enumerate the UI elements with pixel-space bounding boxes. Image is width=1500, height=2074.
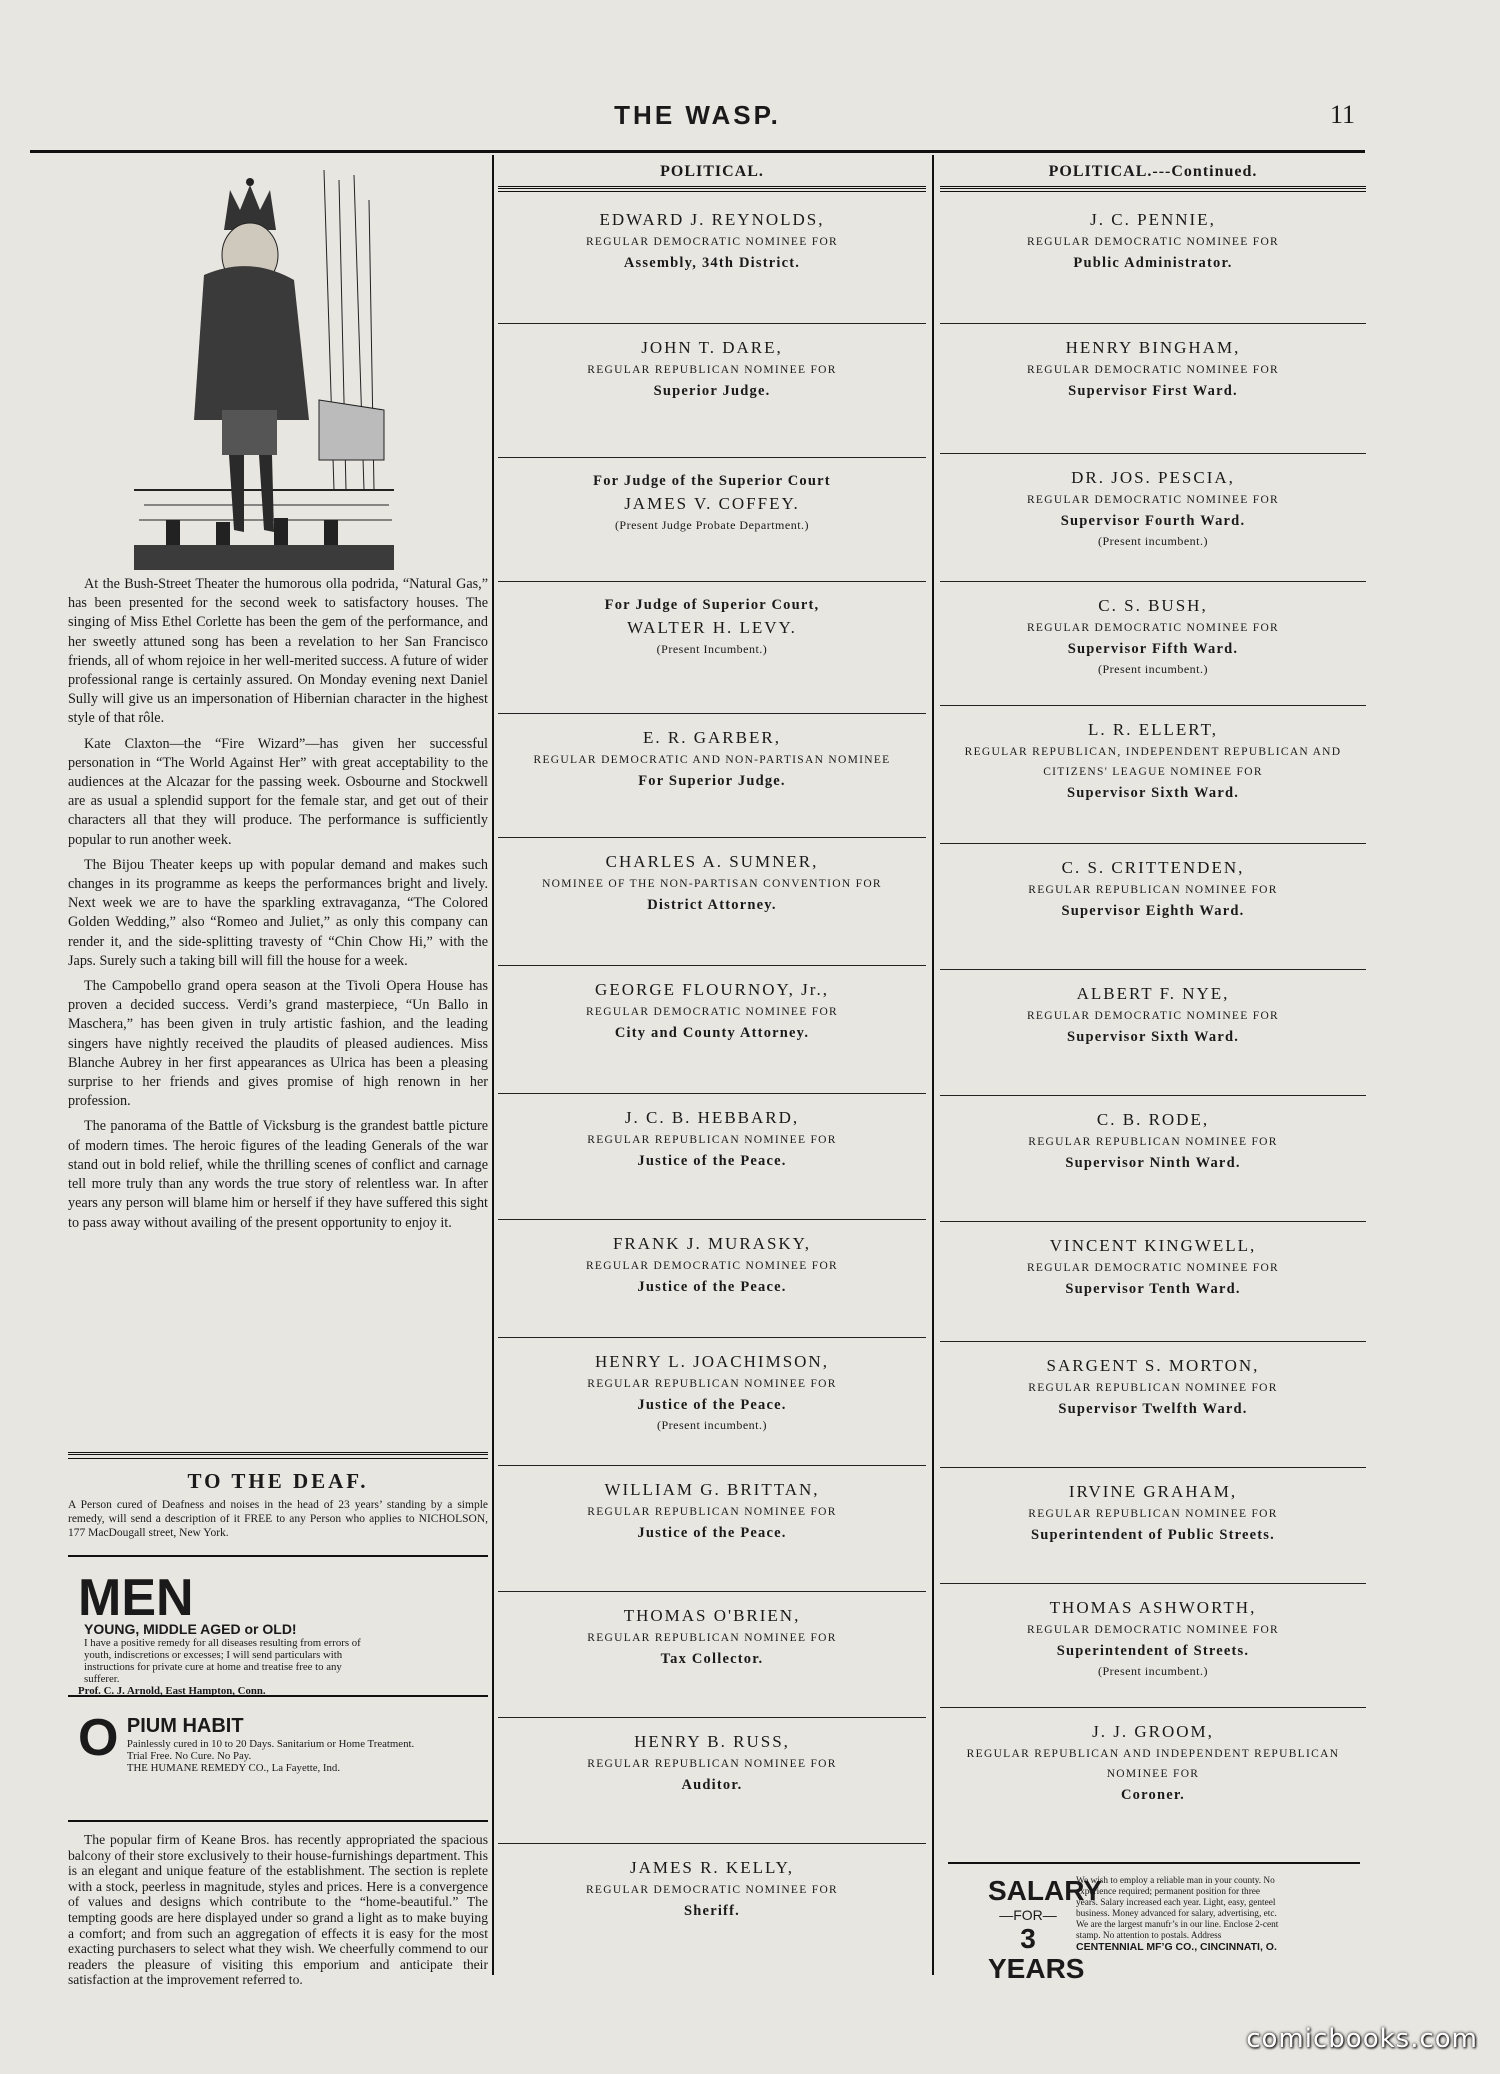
candidate-name: EDWARD J. REYNOLDS, bbox=[599, 210, 825, 229]
deaf-text: A Person cured of Deafness and noises in the head of 23 years’ standing by a simple remedy, will send a description of it FREE to any Person who applies to NICHOLSON, 177 MacDougall street, New York. bbox=[68, 1499, 488, 1539]
nominee-line: REGULAR REPUBLICAN NOMINEE FOR bbox=[1028, 1508, 1278, 1520]
candidate-name: L. R. ELLERT, bbox=[1088, 720, 1218, 739]
column-rule-2 bbox=[932, 155, 934, 1975]
men-big-word: MEN bbox=[78, 1569, 194, 1627]
candidate-entry bbox=[940, 1342, 1366, 1468]
candidate-name: IRVINE GRAHAM, bbox=[1068, 1482, 1238, 1501]
nominee-line: REGULAR REPUBLICAN NOMINEE FOR bbox=[587, 1632, 837, 1644]
candidate-name: GEORGE FLOURNOY, Jr., bbox=[595, 980, 829, 999]
incumbent-note: (Present incumbent.) bbox=[657, 1418, 767, 1432]
candidate-entry bbox=[498, 324, 926, 458]
office: Justice of the Peace. bbox=[637, 1525, 787, 1541]
men-advertisement bbox=[68, 1555, 488, 1697]
candidate-name: JOHN T. DARE, bbox=[641, 338, 783, 357]
candidate-name: FRANK J. MURASKY, bbox=[612, 1234, 812, 1253]
divider bbox=[68, 1452, 488, 1459]
candidate-name: DR. JOS. PESCIA, bbox=[1071, 468, 1235, 487]
candidate-entry bbox=[940, 582, 1366, 706]
candidate-entry bbox=[940, 1096, 1366, 1222]
candidate-name: JAMES R. KELLY, bbox=[630, 1858, 794, 1877]
nominee-line: REGULAR REPUBLICAN NOMINEE FOR bbox=[587, 1758, 837, 1770]
theater-notes bbox=[68, 575, 488, 1239]
nominee-line: REGULAR REPUBLICAN NOMINEE FOR bbox=[587, 1134, 837, 1146]
candidate-entry bbox=[498, 1844, 926, 1954]
office: Auditor. bbox=[681, 1777, 743, 1793]
candidate-entry bbox=[498, 1466, 926, 1592]
political-column-2 bbox=[940, 158, 1366, 1828]
candidate-name: J. J. GROOM, bbox=[1092, 1722, 1214, 1741]
candidate-entry bbox=[498, 1338, 926, 1466]
candidate-name: C. S. BUSH, bbox=[1098, 596, 1208, 615]
office: Supervisor First Ward. bbox=[1068, 383, 1238, 399]
candidate-entry bbox=[498, 966, 926, 1094]
incumbent-note: (Present incumbent.) bbox=[1098, 662, 1208, 676]
nominee-line: REGULAR REPUBLICAN NOMINEE FOR bbox=[587, 364, 837, 376]
men-text: I have a positive remedy for all diseases resulting from errors of youth, indiscretions or excesses; I will send particulars with instructions for private cure at home and treatise free to any sufferer. bbox=[84, 1637, 361, 1685]
candidate-entry bbox=[498, 582, 926, 714]
office: Supervisor Sixth Ward. bbox=[1066, 785, 1240, 801]
office: Tax Collector. bbox=[660, 1651, 764, 1667]
candidate-entry bbox=[498, 714, 926, 838]
office: Supervisor Fourth Ward. bbox=[1060, 513, 1246, 529]
candidate-entry bbox=[498, 196, 926, 324]
nominee-line: REGULAR REPUBLICAN NOMINEE FOR bbox=[1028, 884, 1278, 896]
office: Superintendent of Streets. bbox=[1056, 1643, 1250, 1659]
nominee-line: REGULAR REPUBLICAN AND INDEPENDENT REPUBLICAN NOMINEE FOR bbox=[966, 1748, 1340, 1780]
candidate-name: HENRY L. JOACHIMSON, bbox=[595, 1352, 829, 1371]
nominee-line: REGULAR DEMOCRATIC NOMINEE FOR bbox=[1026, 1624, 1280, 1636]
salary-years: 3 YEARS bbox=[988, 1923, 1085, 1984]
salary-advertisement bbox=[948, 1862, 1360, 1984]
political-heading: POLITICAL. bbox=[660, 163, 764, 180]
candidate-entry bbox=[940, 324, 1366, 454]
salary-text: We wish to employ a reliable man in your county. No experience required; permanent position for three years. Salary increased each year. Light, easy, genteel business. Money advanced for salary, advertising, etc. We are the largest manufr’s in our line. Enclose 2-cent stamp. No attention to postals. Address bbox=[1076, 1876, 1279, 1941]
candidate-name: HENRY BINGHAM, bbox=[1065, 338, 1241, 357]
incumbent-note: (Present Judge Probate Department.) bbox=[614, 518, 810, 532]
office: Assembly, 34th District. bbox=[623, 255, 801, 271]
site-watermark: comicbooks.com bbox=[1246, 2024, 1478, 2054]
candidate-entry bbox=[498, 1718, 926, 1844]
opium-advertisement bbox=[68, 1695, 488, 1817]
office: Supervisor Tenth Ward. bbox=[1065, 1281, 1241, 1297]
opium-headline: PIUM HABIT bbox=[126, 1715, 244, 1737]
office: Justice of the Peace. bbox=[637, 1397, 787, 1413]
office: Supervisor Twelfth Ward. bbox=[1058, 1401, 1248, 1417]
office: Justice of the Peace. bbox=[637, 1279, 787, 1295]
nominee-line: REGULAR DEMOCRATIC NOMINEE FOR bbox=[1026, 622, 1280, 634]
candidate-entry bbox=[940, 454, 1366, 582]
jester-king-illustration bbox=[134, 160, 394, 570]
salary-for: —FOR— bbox=[999, 1907, 1057, 1923]
candidate-entry bbox=[498, 838, 926, 966]
paragraph-tivoli: The Campobello grand opera season at the Tivoli Opera House has proven a decided success. Verdi’s grand masterpiece, “Un Ballo in Maschera,” has been given in truly artistic fashion, and the leading singers have nightly received the plaudits of pleased audiences. Miss Blanche Aubrey in her first appearances as Ulrica has been a pleasing surprise to her friends and gives promise of high renown in her profession. bbox=[68, 978, 488, 1110]
candidate-name: C. B. RODE, bbox=[1096, 1110, 1210, 1129]
office: Sheriff. bbox=[684, 1903, 740, 1919]
candidate-name: WALTER H. LEVY. bbox=[627, 618, 797, 637]
keane-text: The popular firm of Keane Bros. has recently appropriated the spacious balcony of their store exclusively to their house-furnishings department. This is an elegant and unique feature of the establishment. The section is replete with a stock, peerless in magnitude, styles and prices. Here is a convergence of values and designs which contribute to the “home-beautiful.” The tempting goods are here displayed under so grand a light as to make buying a comfort; and from such an aggregation of effects it is easy for the most exacting purchasers to select what they wish. We cheerfully commend to our readers the pleasure of visiting this emporium and anticipate their satisfaction at the improvement referred to. bbox=[68, 1832, 488, 1988]
nominee-line: REGULAR DEMOCRATIC NOMINEE FOR bbox=[1026, 1010, 1280, 1022]
incumbent-note: (Present Incumbent.) bbox=[656, 642, 768, 656]
candidate-name: CHARLES A. SUMNER, bbox=[605, 852, 819, 871]
page-number: 11 bbox=[1329, 100, 1355, 129]
office: Coroner. bbox=[1121, 1787, 1185, 1803]
nominee-line: REGULAR DEMOCRATIC NOMINEE FOR bbox=[585, 1260, 839, 1272]
candidate-entry bbox=[940, 706, 1366, 844]
office: Supervisor Fifth Ward. bbox=[1067, 641, 1239, 657]
candidate-entry bbox=[940, 196, 1366, 324]
office: District Attorney. bbox=[647, 897, 777, 913]
incumbent-note: (Present incumbent.) bbox=[1098, 534, 1208, 548]
nominee-line: NOMINEE OF THE NON-PARTISAN CONVENTION FOR bbox=[542, 878, 882, 890]
candidate-entry bbox=[940, 1222, 1366, 1342]
opium-text: Painlessly cured in 10 to 20 Days. Sanitarium or Home Treatment. Trial Free. No Cure. No Pay. bbox=[126, 1738, 415, 1762]
column-rule-1 bbox=[492, 155, 494, 1975]
nominee-line: REGULAR REPUBLICAN, INDEPENDENT REPUBLICAN AND CITIZENS' LEAGUE NOMINEE FOR bbox=[964, 746, 1342, 778]
candidate-name: E. R. GARBER, bbox=[643, 728, 781, 747]
office: Supervisor Sixth Ward. bbox=[1066, 1029, 1240, 1045]
candidate-name: C. S. CRITTENDEN, bbox=[1061, 858, 1245, 877]
candidate-name: SARGENT S. MORTON, bbox=[1046, 1356, 1260, 1375]
office: For Superior Judge. bbox=[638, 773, 786, 789]
office: Supervisor Ninth Ward. bbox=[1065, 1155, 1241, 1171]
paragraph-kate-claxton: Kate Claxton—the “Fire Wizard”—has given her successful personation in “The World Against Her” with great acceptability to the audiences at the Alcazar for the passing week. Osbourne and Stockwell are as usual a splendid support for the female star, and get out of their characters all that they will produce. The performance is sufficiently popular to run another week. bbox=[68, 735, 488, 848]
candidate-name: WILLIAM G. BRITTAN, bbox=[604, 1480, 820, 1499]
candidate-entry bbox=[498, 1220, 926, 1338]
left-column bbox=[68, 160, 488, 1988]
paragraph-vicksburg: The panorama of the Battle of Vicksburg is the grandest battle picture of modern times. The heroic figures of the leading Generals of the war stand out in bold relief, while the thrilling scenes of conflict and carnage tell more truly than any words the true story of relentless war. In after years any person will blame him or herself if they have suffered this sight to pass away without availing of the present opportunity to enjoy it. bbox=[68, 1118, 488, 1231]
political-column-1 bbox=[498, 158, 926, 1954]
opium-firm: THE HUMANE REMEDY CO., La Fayette, Ind. bbox=[126, 1762, 341, 1774]
incumbent-note: (Present incumbent.) bbox=[1098, 1664, 1208, 1678]
candidate-name: THOMAS ASHWORTH, bbox=[1049, 1598, 1257, 1617]
candidate-entry bbox=[940, 1708, 1366, 1828]
candidate-name: J. C. PENNIE, bbox=[1090, 210, 1216, 229]
nominee-line: REGULAR DEMOCRATIC NOMINEE FOR bbox=[585, 236, 839, 248]
divider bbox=[498, 186, 926, 192]
nominee-line: REGULAR DEMOCRATIC NOMINEE FOR bbox=[1026, 364, 1280, 376]
candidate-entry bbox=[940, 1468, 1366, 1584]
nominee-line: REGULAR REPUBLICAN NOMINEE FOR bbox=[1028, 1382, 1278, 1394]
men-headline: YOUNG, MIDDLE AGED or OLD! bbox=[84, 1621, 297, 1637]
candidate-entry bbox=[940, 1584, 1366, 1708]
publication-title: THE WASP. bbox=[614, 100, 781, 130]
opium-big-letter: O bbox=[78, 1709, 119, 1767]
salary-firm: CENTENNIAL MF’G CO., CINCINNATI, O. bbox=[1076, 1941, 1277, 1953]
header-rule bbox=[30, 150, 1365, 153]
candidate-entry bbox=[940, 970, 1366, 1096]
political-continued-heading: POLITICAL.---Continued. bbox=[1048, 163, 1258, 180]
candidate-name: THOMAS O'BRIEN, bbox=[623, 1606, 801, 1625]
office-heading: For Judge of the Superior Court bbox=[593, 473, 831, 489]
keane-bros-notice bbox=[68, 1820, 488, 1988]
candidate-name: J. C. B. HEBBARD, bbox=[624, 1108, 800, 1127]
office-heading: For Judge of Superior Court, bbox=[604, 597, 820, 613]
men-signature: Prof. C. J. Arnold, East Hampton, Conn. bbox=[78, 1685, 266, 1697]
nominee-line: REGULAR DEMOCRATIC NOMINEE FOR bbox=[585, 1006, 839, 1018]
candidate-entry bbox=[498, 1592, 926, 1718]
nominee-line: REGULAR DEMOCRATIC NOMINEE FOR bbox=[585, 1884, 839, 1896]
nominee-line: REGULAR DEMOCRATIC AND NON-PARTISAN NOMINEE bbox=[533, 754, 891, 766]
nominee-line: REGULAR DEMOCRATIC NOMINEE FOR bbox=[1026, 236, 1280, 248]
candidate-name: ALBERT F. NYE, bbox=[1076, 984, 1230, 1003]
candidate-entry bbox=[498, 458, 926, 582]
office: Superior Judge. bbox=[653, 383, 771, 399]
salary-word: SALARY bbox=[988, 1875, 1103, 1906]
nominee-line: REGULAR REPUBLICAN NOMINEE FOR bbox=[587, 1506, 837, 1518]
candidate-name: HENRY B. RUSS, bbox=[634, 1732, 790, 1751]
office: Public Administrator. bbox=[1073, 255, 1233, 271]
deaf-heading: TO THE DEAF. bbox=[187, 1469, 369, 1493]
nominee-line: REGULAR REPUBLICAN NOMINEE FOR bbox=[587, 1378, 837, 1390]
candidate-entry bbox=[498, 1094, 926, 1220]
office: Superintendent of Public Streets. bbox=[1031, 1527, 1275, 1543]
office: Supervisor Eighth Ward. bbox=[1061, 903, 1245, 919]
masthead bbox=[30, 96, 1365, 146]
divider bbox=[940, 186, 1366, 192]
deaf-advertisement bbox=[68, 1452, 488, 1540]
candidate-name: JAMES V. COFFEY. bbox=[624, 494, 800, 513]
office: City and County Attorney. bbox=[614, 1025, 810, 1041]
candidate-name: VINCENT KINGWELL, bbox=[1049, 1236, 1257, 1255]
nominee-line: REGULAR REPUBLICAN NOMINEE FOR bbox=[1028, 1136, 1278, 1148]
paragraph-bijou: The Bijou Theater keeps up with popular demand and makes such changes in its programme as keeps the performances bright and lively. Next week we are to have the sparkling extravaganza, “The Colored Golden Wedding,” also “Romeo and Juliet,” as only this company can render it, and the side-splitting travesty of “Chin Chow Hi,” with the Japs. Surely such a taking bill will fill the house for a week. bbox=[68, 856, 488, 969]
candidate-entry bbox=[940, 844, 1366, 970]
nominee-line: REGULAR DEMOCRATIC NOMINEE FOR bbox=[1026, 494, 1280, 506]
office: Justice of the Peace. bbox=[637, 1153, 787, 1169]
nominee-line: REGULAR DEMOCRATIC NOMINEE FOR bbox=[1026, 1262, 1280, 1274]
paragraph-bush-street: At the Bush-Street Theater the humorous olla podrida, “Natural Gas,” has been presented for the second week to satisfactory houses. The singing of Miss Ethel Corlette has been the gem of the performance, and her sweetly attuned song has been a revelation to her San Francisco friends, all of whom rejoice in her well-merited success. A future of wider professional range is certainly assured. On Monday evening next Daniel Sully will give us an impersonation of Hibernian character in the highest style of that rôle. bbox=[68, 576, 488, 727]
